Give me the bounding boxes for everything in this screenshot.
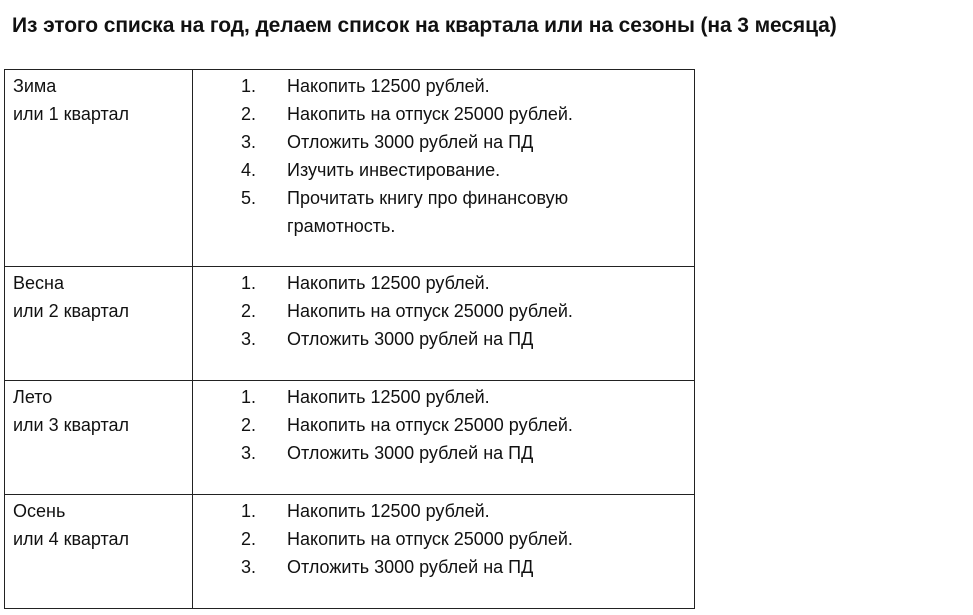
goals-cell [193, 70, 695, 267]
item-number: 1. [241, 387, 257, 407]
goals-cell [193, 381, 695, 495]
item-number: 3. [241, 443, 257, 463]
goals-list [201, 383, 686, 467]
goals-list [201, 497, 686, 581]
season-name: Лето [13, 387, 53, 407]
item-text: Отложить 3000 рублей на ПД [287, 443, 534, 463]
list-item [241, 184, 686, 240]
item-text: Накопить 12500 рублей. [287, 501, 490, 521]
item-number: 3. [241, 329, 257, 349]
item-number: 5. [241, 188, 257, 208]
goals-cell [193, 495, 695, 609]
list-item [241, 497, 686, 525]
list-item [241, 553, 686, 581]
season-cell [5, 495, 193, 609]
item-text: Накопить 12500 рублей. [287, 387, 490, 407]
item-number: 3. [241, 132, 257, 152]
item-text: Прочитать книгу про финансовую грамотность. [287, 188, 569, 236]
season-cell [5, 381, 193, 495]
list-item [241, 100, 686, 128]
season-quarter: или 2 квартал [13, 301, 130, 321]
season-quarter: или 1 квартал [13, 104, 130, 124]
item-number: 2. [241, 529, 257, 549]
item-number: 1. [241, 501, 257, 521]
item-text: Накопить на отпуск 25000 рублей. [287, 301, 573, 321]
item-text: Накопить 12500 рублей. [287, 76, 490, 96]
season-name: Осень [13, 501, 66, 521]
list-item [241, 325, 686, 353]
goals-list [201, 269, 686, 353]
list-item [241, 439, 686, 467]
item-text: Накопить на отпуск 25000 рублей. [287, 104, 573, 124]
item-text: Накопить 12500 рублей. [287, 273, 490, 293]
season-quarter: или 4 квартал [13, 529, 130, 549]
season-cell [5, 70, 193, 267]
list-item [241, 297, 686, 325]
list-item [241, 72, 686, 100]
list-item [241, 156, 686, 184]
item-number: 1. [241, 273, 257, 293]
list-item [241, 383, 686, 411]
item-number: 2. [241, 415, 257, 435]
item-number: 4. [241, 160, 257, 180]
goals-cell [193, 267, 695, 381]
table-row-summer [5, 381, 695, 495]
item-text: Изучить инвестирование. [287, 160, 501, 180]
page-title: Из этого списка на год, делаем список на квартала или на сезоны (на 3 месяца) [12, 14, 837, 37]
quarterly-plan-table [4, 69, 695, 609]
list-item [241, 128, 686, 156]
table-row-winter [5, 70, 695, 267]
table-row-autumn [5, 495, 695, 609]
season-name: Весна [13, 273, 64, 293]
table-row-spring [5, 267, 695, 381]
item-number: 2. [241, 104, 257, 124]
item-number: 2. [241, 301, 257, 321]
season-quarter: или 3 квартал [13, 415, 130, 435]
list-item [241, 269, 686, 297]
list-item [241, 525, 686, 553]
item-text: Отложить 3000 рублей на ПД [287, 557, 534, 577]
item-text: Отложить 3000 рублей на ПД [287, 329, 534, 349]
goals-list [201, 72, 686, 240]
season-name: Зима [13, 76, 57, 96]
list-item [241, 411, 686, 439]
item-number: 1. [241, 76, 257, 96]
season-cell [5, 267, 193, 381]
item-text: Отложить 3000 рублей на ПД [287, 132, 534, 152]
item-text: Накопить на отпуск 25000 рублей. [287, 529, 573, 549]
item-text: Накопить на отпуск 25000 рублей. [287, 415, 573, 435]
item-number: 3. [241, 557, 257, 577]
